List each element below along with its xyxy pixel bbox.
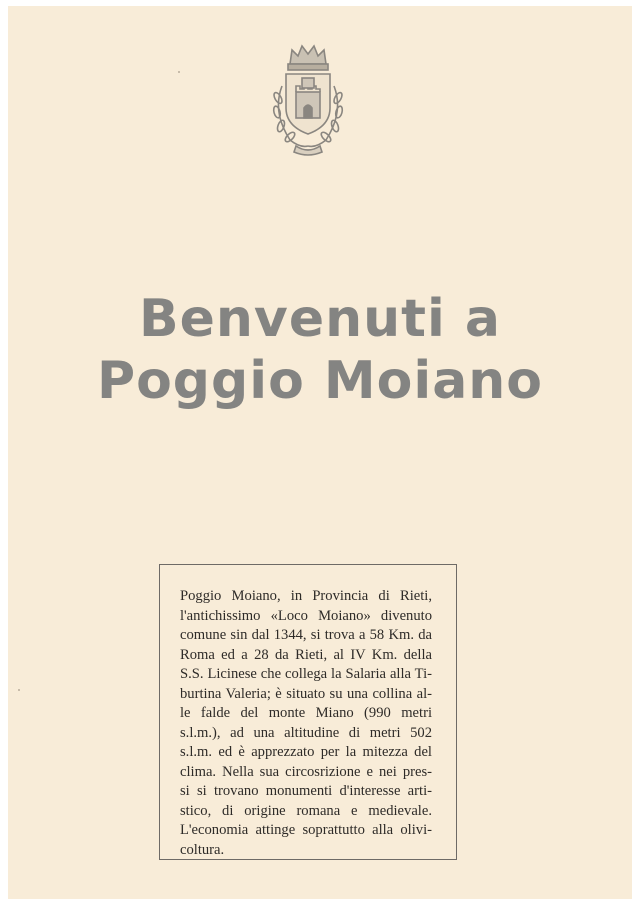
description-box [159,564,457,860]
text-line: s.l.m.), ad una altitudine di metri 502 [180,724,432,741]
page-title [8,288,632,412]
text-line: s.l.m. ed è apprezzato per la mitezza del [180,744,432,760]
text-line: si si trovano monumenti d'interesse arti- [180,783,432,799]
title-line-2: Poggio Moiano [96,351,544,411]
text-line: L'economia attinge soprattutto alla olivi- [180,822,432,838]
text-line: Roma ed a 28 da Rieti, al IV Km. della [180,646,432,663]
paper-speck [178,71,180,73]
text-line: l'antichissimo «Loco Moiano» divenuto [180,607,432,624]
text-line: coltura. [180,841,225,858]
text-line: S.S. Licinese che collega la Salaria alla Ti- [180,666,432,682]
text-line: comune sin dal 1344, si trova a 58 Km. da [180,627,432,643]
text-line: burtina Valeria; è situato su una collina al- [180,685,432,702]
brochure-page [8,6,632,899]
text-line: le falde del monte Miano (990 metri [180,705,432,721]
coat-of-arms-icon [256,42,360,160]
text-line: clima. Nella sua circosrizione e nei pres- [180,763,432,780]
description-text [180,587,432,860]
text-line: Poggio Moiano, in Provincia di Rieti, [180,588,432,604]
text-line: stico, di origine romana e medievale. [180,802,432,819]
paper-speck [18,689,20,691]
title-line-1: Benvenuti a [139,289,501,349]
